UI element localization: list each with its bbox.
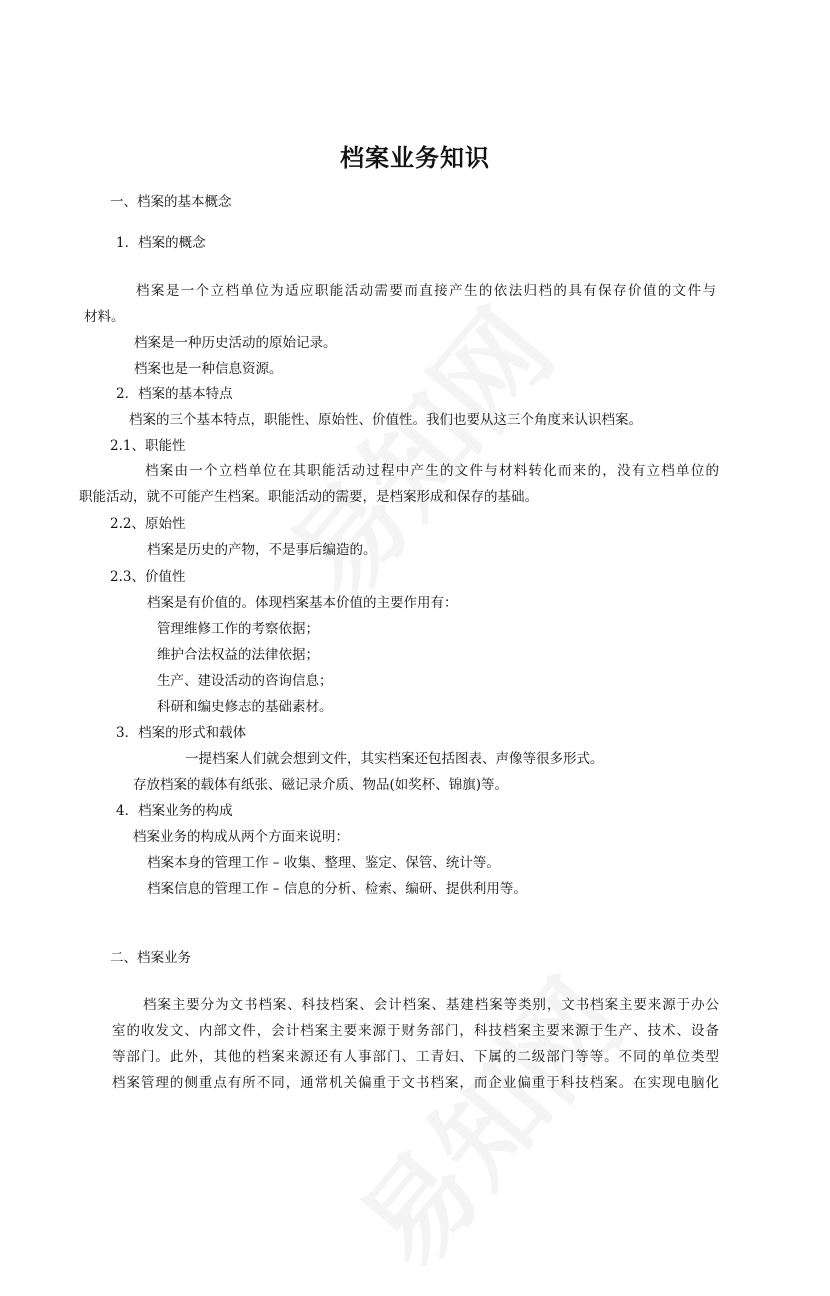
- list-item: 档案信息的管理工作 – 信息的分析、检索、编研、提供利用等。: [147, 881, 527, 897]
- subsection-heading-2: 2．档案的基本特点: [116, 386, 233, 402]
- subsection-heading-2-2: 2.2、原始性: [110, 516, 186, 532]
- list-item: 科研和编史修志的基础素材。: [157, 699, 333, 715]
- paragraph-line: 档案是一种历史活动的原始记录。: [134, 335, 337, 351]
- section-heading-1: 一、档案的基本概念: [110, 194, 232, 210]
- paragraph-line: 档案是一个立档单位为适应职能活动需要而直接产生的依法归档的具有保存价值的文件与: [136, 283, 716, 299]
- paragraph-line: 存放档案的载体有纸张、磁记录介质、物品(如奖杯、锦旗)等。: [133, 777, 509, 793]
- paragraph-line: 等部门。此外，其他的档案来源还有人事部门、工青妇、下属的二级部门等等。不同的单位类型: [112, 1049, 719, 1065]
- paragraph-line: 档案由一个立档单位在其职能活动过程中产生的文件与材料转化而来的，没有立档单位的: [145, 463, 719, 479]
- list-item: 生产、建设活动的咨询信息；: [157, 673, 333, 689]
- paragraph-line: 档案也是一种信息资源。: [134, 361, 283, 377]
- section-heading-2: 二、档案业务: [110, 950, 191, 966]
- paragraph-line: 档案业务的构成从两个方面来说明：: [133, 829, 349, 845]
- paragraph-line: 室的收发文、内部文件，会计档案主要来源于财务部门，科技档案主要来源于生产、技术、设备: [112, 1023, 719, 1039]
- paragraph-line: 材料。: [84, 309, 125, 325]
- list-item: 档案本身的管理工作 – 收集、整理、鉴定、保管、统计等。: [147, 855, 500, 871]
- paragraph-line: 档案管理的侧重点有所不同，通常机关偏重于文书档案，而企业偏重于科技档案。在实现电脑化: [112, 1075, 719, 1091]
- subsection-heading-2-3: 2.3、价值性: [110, 569, 186, 585]
- paragraph-line: 档案是历史的产物，不是事后编造的。: [147, 542, 377, 558]
- paragraph-line: 一提档案人们就会想到文件，其实档案还包括图表、声像等很多形式。: [185, 751, 604, 767]
- subsection-heading-2-1: 2.1、职能性: [110, 438, 186, 454]
- paragraph-line: 档案主要分为文书档案、科技档案、会计档案、基建档案等类别，文书档案主要来源于办公: [143, 997, 719, 1013]
- subsection-heading-4: 4．档案业务的构成: [116, 803, 233, 819]
- page-title: 档案业务知识: [340, 144, 490, 172]
- list-item: 管理维修工作的考察依据；: [157, 621, 319, 637]
- paragraph-line: 档案的三个基本特点，职能性、原始性、价值性。我们也要从这三个角度来认识档案。: [129, 412, 642, 428]
- watermark: [248, 272, 581, 626]
- list-item: 维护合法权益的法律依据；: [157, 647, 319, 663]
- subsection-heading-1: 1．档案的概念: [116, 235, 206, 251]
- paragraph-line: 职能活动，就不可能产生档案。职能活动的需要，是档案形成和保存的基础。: [79, 489, 538, 505]
- paragraph-line: 档案是有价值的。体现档案基本价值的主要作用有：: [147, 595, 458, 611]
- subsection-heading-3: 3．档案的形式和载体: [116, 725, 247, 741]
